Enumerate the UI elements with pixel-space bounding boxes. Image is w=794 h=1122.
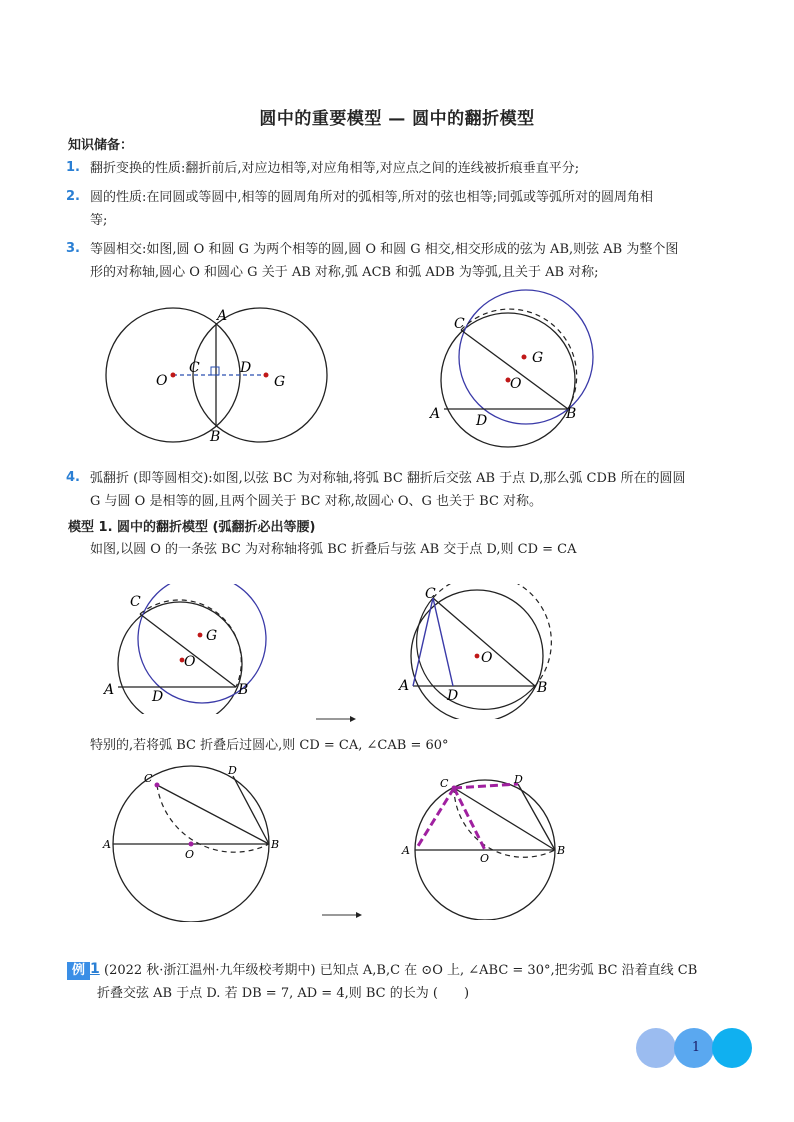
chord-bd: [518, 784, 555, 850]
label-b: B: [238, 682, 249, 698]
label-o: O: [481, 650, 493, 666]
example-badge: 例: [67, 962, 90, 980]
label-d: D: [228, 764, 237, 777]
item-2-line1: 圆的性质:在同圆或等圆中,相等的圆周角所对的弧相等,所对的弦也相等;同弧或等弧所对的圆周角相: [90, 190, 654, 205]
label-c: C: [130, 594, 141, 610]
model-heading: 模型 1. 圆中的翻折模型 (弧翻折必出等腰): [68, 520, 316, 535]
label-a: A: [399, 678, 410, 694]
center-g-dot: [264, 373, 269, 378]
item-2-line2: 等;: [90, 213, 108, 228]
label-b: B: [271, 838, 280, 851]
label-o: O: [480, 852, 490, 865]
page-number: 1: [691, 1040, 701, 1055]
label-g: G: [206, 628, 218, 644]
chord-bc: [157, 785, 269, 844]
dashed-arc: [140, 600, 241, 687]
item-1-number: 1.: [66, 160, 80, 175]
item-4-line2: G 与圆 O 是相等的圆,且两个圆关于 BC 对称,故圆心 O、G 也关于 BC 对称。: [90, 494, 543, 509]
arrow-icon: [322, 910, 362, 920]
figure-arc-fold: [426, 288, 606, 458]
label-b: B: [566, 406, 577, 422]
label-d: D: [447, 688, 459, 704]
center-o-dot: [171, 373, 176, 378]
label-g: G: [532, 350, 544, 366]
chord-bc: [454, 788, 555, 850]
arrow-icon: [316, 714, 356, 724]
right-angle-mark: [211, 367, 219, 375]
item-4-line1: 弧翻折 (即等圆相交):如图,以弦 BC 为对称轴,将弧 BC 翻折后交弦 AB 于点 D,那么弧 CDB 所在的圆圆: [90, 471, 686, 486]
label-d: D: [514, 773, 523, 786]
segment-ca: [413, 598, 433, 686]
example-line2: 折叠交弦 AB 于点 D. 若 DB = 7, AD = 4,则 BC 的长为 ( ): [97, 986, 470, 1001]
model-text: 如图,以圆 O 的一条弦 BC 为对称轴将弧 BC 折叠后与弦 AB 交于点 D,则 CD = CA: [90, 542, 577, 557]
label-c: C: [189, 360, 200, 376]
segment-cd: [433, 598, 453, 686]
page-title: 圆中的重要模型 — 圆中的翻折模型: [259, 109, 535, 129]
label-o: O: [510, 376, 522, 392]
label-o: O: [185, 848, 195, 861]
figure-model-right: [395, 584, 565, 719]
folded-arc: [417, 598, 535, 709]
item-3-line1: 等圆相交:如图,圆 O 和圆 G 为两个相等的圆,圆 O 和圆 G 相交,相交形成的弦为 AB,则弦 AB 为整个图: [90, 242, 679, 257]
knowledge-heading: 知识储备：: [68, 138, 134, 153]
label-c: C: [425, 586, 436, 602]
label-d: D: [152, 689, 164, 705]
label-c: C: [454, 316, 465, 332]
label-a: A: [430, 406, 441, 422]
label-o: O: [156, 373, 168, 389]
item-4-number: 4.: [66, 470, 80, 485]
label-a: A: [103, 838, 111, 851]
label-a: A: [217, 308, 228, 324]
dashed-arc: [433, 584, 551, 686]
center-g-dot: [198, 633, 203, 638]
point-o-dot: [189, 842, 194, 847]
page-dot: [636, 1028, 676, 1068]
page-dot: [712, 1028, 752, 1068]
chord-bc: [140, 614, 236, 687]
special-text: 特别的,若将弧 BC 折叠后过圆心,则 CD = CA, ∠CAB = 60°: [90, 738, 449, 753]
center-g-dot: [522, 355, 527, 360]
label-g: G: [274, 374, 286, 390]
dashed-arc: [461, 309, 577, 409]
label-a: A: [104, 682, 115, 698]
figure-model-left: [98, 584, 278, 714]
label-o: O: [184, 654, 196, 670]
chord-bc: [433, 598, 535, 686]
label-b: B: [537, 680, 548, 696]
label-c: C: [440, 777, 449, 790]
example-number: 1: [90, 961, 100, 977]
label-d: D: [476, 413, 488, 429]
label-c: C: [144, 772, 153, 785]
figure-special-right: [400, 770, 575, 920]
center-o-dot: [475, 654, 480, 659]
label-b: B: [557, 844, 566, 857]
label-d: D: [240, 360, 252, 376]
figure-special-left: [100, 762, 290, 922]
item-1-text: 翻折变换的性质:翻折前后,对应边相等,对应角相等,对应点之间的连线被折痕垂直平分;: [90, 161, 580, 176]
figure-equal-circles: [100, 300, 340, 450]
label-a: A: [402, 844, 410, 857]
label-b: B: [210, 429, 221, 445]
point-c-dot: [155, 783, 160, 788]
item-3-line2: 形的对称轴,圆心 O 和圆心 G 关于 AB 对称,弧 ACB 和弧 ADB 为等弧,且关于 AB 对称;: [90, 265, 599, 280]
example-line1: (2022 秋·浙江温州·九年级校考期中) 已知点 A,B,C 在 ⊙O 上, ∠ABC = 30°,把劣弧 BC 沿着直线 CB: [104, 963, 698, 978]
item-2-number: 2.: [66, 189, 80, 204]
magenta-cd: [454, 784, 518, 788]
item-3-number: 3.: [66, 241, 80, 256]
chord-bc: [461, 330, 568, 409]
point-c-dot: [452, 786, 457, 791]
